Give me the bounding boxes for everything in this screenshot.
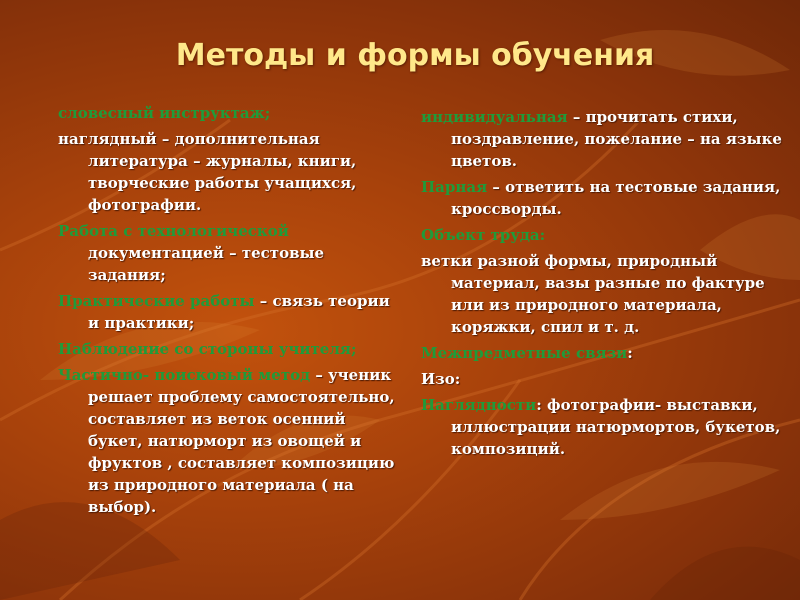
list-item — [421, 224, 791, 246]
list-item — [421, 176, 791, 220]
highlight-term: индивидуальная — [421, 108, 568, 126]
highlight-term: Парная — [421, 178, 488, 196]
item-text: Изо: — [421, 370, 461, 388]
item-text: – прочитать стихи, поздравление, пожелание – на языке цветов. — [451, 108, 782, 170]
list-item — [421, 368, 791, 390]
item-text: – ответить на тестовые задания, кроссворды. — [451, 178, 781, 218]
list-item — [421, 394, 791, 460]
highlight-term: Объект труда: — [421, 226, 546, 244]
list-item — [58, 128, 403, 216]
left-column — [58, 102, 403, 522]
list-item — [58, 338, 403, 360]
list-item — [58, 220, 403, 286]
highlight-term: Наблюдение со стороны учителя; — [58, 340, 357, 358]
item-text: – связь теории и практики; — [88, 292, 390, 332]
list-item — [421, 342, 791, 364]
item-text: документацией – тестовые задания; — [88, 244, 325, 284]
item-text: наглядный – дополнительная литература – журналы, книги, творческие работы учащихся, фотографии. — [58, 130, 357, 214]
highlight-term: словесный инструктаж; — [58, 104, 271, 122]
item-text: – ученик решает проблему самостоятельно, составляет из веток осенний букет, натюрморт из овощей и фруктов , составляет композицию из природного материала ( на выбор). — [88, 366, 395, 516]
highlight-term: Наглядности — [421, 396, 537, 414]
list-item — [58, 290, 403, 334]
item-text: ветки разной формы, природный материал, вазы разные по фактуре или из природного материала, коряжки, спил и т. д. — [421, 252, 765, 336]
item-text: : фотографии- выставки, иллюстрации натюрмортов, букетов, композиций. — [451, 396, 781, 458]
list-item — [421, 106, 791, 172]
highlight-term: Практические работы — [58, 292, 255, 310]
highlight-term: Частично- поисковый метод — [58, 366, 311, 384]
highlight-term: Межпредметные связи — [421, 344, 628, 362]
highlight-term: Работа с технологической — [58, 222, 289, 240]
item-text: : — [627, 344, 633, 362]
list-item — [58, 364, 403, 518]
list-item — [421, 250, 791, 338]
slide-title: Методы и формы обучения — [175, 38, 655, 73]
right-column — [421, 106, 791, 464]
list-item — [58, 102, 403, 124]
